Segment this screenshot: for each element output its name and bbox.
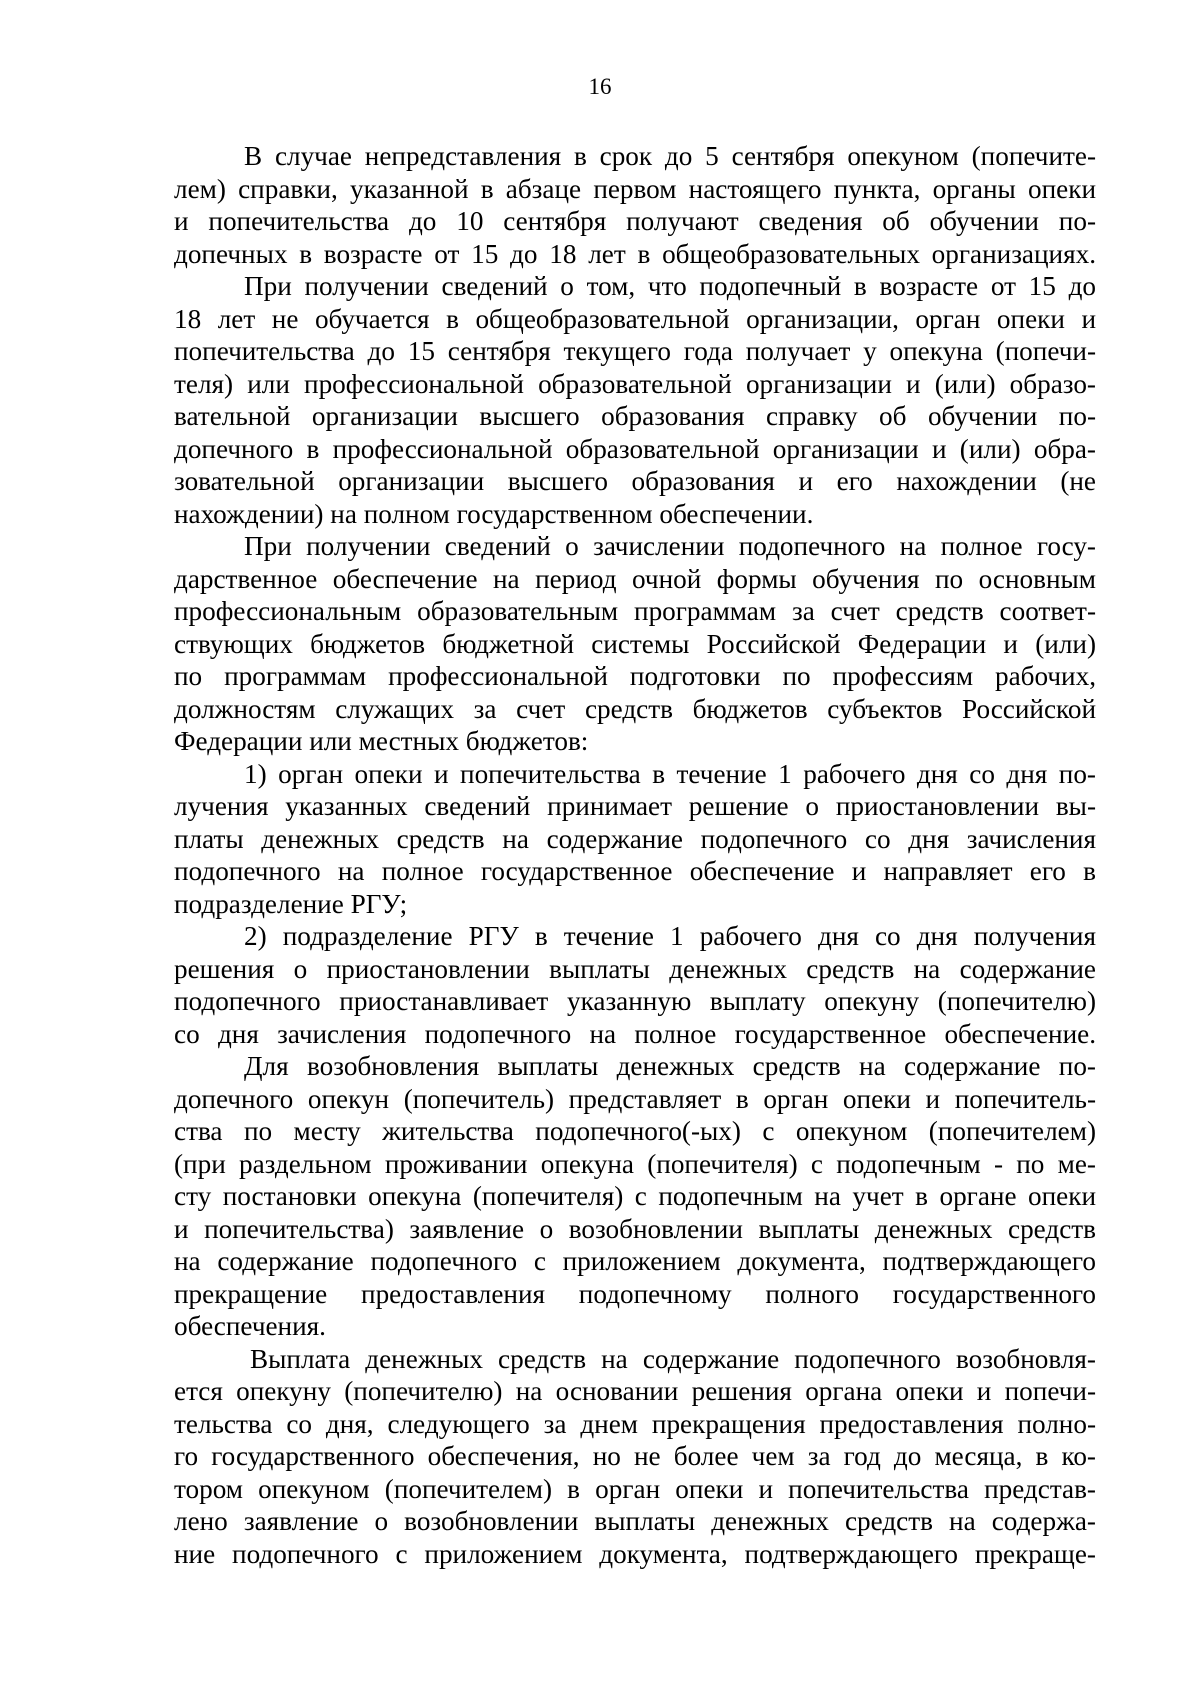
text-line: попечительства до 15 сентября текущего года получает у опекуна (попечи-	[174, 336, 1096, 366]
text-line: 2) подразделение РГУ в течение 1 рабочего дня со дня получения	[244, 921, 1096, 951]
text-line: го государственного обеспечения, но не более чем за год до месяца, в ко-	[174, 1441, 1096, 1471]
text-line: профессиональным образовательным программам за счет средств соответ-	[174, 596, 1096, 626]
text-line: тором опекуном (попечителем) в орган опеки и попечительства представ-	[174, 1473, 1096, 1504]
text-line: лено заявление о возобновлении выплаты денежных средств на содержа-	[174, 1506, 1096, 1536]
text-line: Выплата денежных средств на содержание подопечного возобновля-	[250, 1343, 1096, 1374]
text-line: и попечительства до 10 сентября получают сведения об обучении по-	[174, 206, 1096, 236]
text-line: теля) или профессиональной образовательной организации и (или) образо-	[174, 368, 1096, 399]
text-line: подразделение РГУ;	[174, 888, 408, 919]
text-line: тельства со дня, следующего за днем прекращения предоставления полно-	[174, 1408, 1096, 1439]
text-line: лучения указанных сведений принимает решение о приостановлении вы-	[174, 791, 1096, 821]
text-line: ства по месту жительства подопечного(-ых) с опекуном (попечителем)	[174, 1116, 1096, 1146]
text-line: сту постановки опекуна (попечителя) с подопечным на учет в органе опеки	[174, 1181, 1096, 1211]
paragraph-resumption-application	[174, 1050, 1096, 1343]
text-line: и попечительства) заявление о возобновлении выплаты денежных средств	[174, 1213, 1096, 1244]
text-line: ется опекуну (попечителю) на основании решения органа опеки и попечи-	[174, 1376, 1096, 1406]
text-line: обеспечения.	[174, 1311, 326, 1341]
text-line: подопечного на полное государственное обеспечение и направляет его в	[174, 856, 1096, 886]
text-line: При получении сведений о зачислении подопечного на полное госу-	[244, 531, 1096, 561]
text-line: платы денежных средств на содержание подопечного со дня зачисления	[174, 823, 1096, 854]
text-line: по программам профессиональной подготовки по профессиям рабочих,	[174, 661, 1096, 691]
text-line: Федерации или местных бюджетов:	[174, 726, 589, 756]
page-number: 16	[588, 74, 612, 99]
document-body	[174, 140, 1096, 1570]
text-line: дарственное обеспечение на период очной формы обучения по основным	[174, 563, 1096, 594]
paragraph-not-studying	[174, 270, 1096, 530]
text-line: допечного опекун (попечитель) представляет в орган опеки и попечитель-	[174, 1083, 1096, 1114]
text-line: на содержание подопечного с приложением документа, подтверждающего	[174, 1246, 1096, 1276]
paragraph-payment-resumed	[174, 1343, 1096, 1571]
list-item-1	[174, 758, 1096, 921]
text-line: ствующих бюджетов бюджетной системы Российской Федерации и (или)	[174, 628, 1096, 659]
text-line: нахождении) на полном государственном обеспечении.	[174, 498, 814, 529]
text-line: подопечного приостанавливает указанную выплату опекуну (попечителю)	[174, 986, 1096, 1016]
text-line: В случае непредставления в срок до 5 сентября опекуном (попечите-	[244, 141, 1096, 171]
text-line: зовательной организации высшего образования и его нахождении (не	[174, 466, 1096, 496]
text-line: прекращение предоставления подопечному полного государственного	[174, 1278, 1096, 1309]
text-line: должностям служащих за счет средств бюджетов субъектов Российской	[174, 693, 1096, 724]
paragraph-certificate-deadline	[174, 140, 1096, 270]
text-line: Для возобновления выплаты денежных средств на содержание по-	[244, 1051, 1096, 1081]
text-line: ние подопечного с приложением документа, подтверждающего прекраще-	[174, 1538, 1096, 1569]
text-line: допечного в профессиональной образовательной организации и (или) обра-	[174, 433, 1096, 464]
text-line: допечных в возрасте от 15 до 18 лет в общеобразовательных организациях.	[174, 238, 1096, 269]
list-item-2	[174, 920, 1096, 1050]
text-line: решения о приостановлении выплаты денежных средств на содержание	[174, 953, 1096, 984]
text-line: вательной организации высшего образования справку об обучении по-	[174, 401, 1096, 431]
text-line: лем) справки, указанной в абзаце первом настоящего пункта, органы опеки	[174, 173, 1096, 204]
text-line: При получении сведений о том, что подопечный в возрасте от 15 до	[244, 271, 1096, 301]
text-line: 1) орган опеки и попечительства в течение 1 рабочего дня со дня по-	[244, 758, 1096, 789]
text-line: (при раздельном проживании опекуна (попечителя) с подопечным - по ме-	[174, 1148, 1096, 1179]
text-line: 18 лет не обучается в общеобразовательной организации, орган опеки и	[174, 303, 1096, 334]
paragraph-state-support-enrollment	[174, 530, 1096, 758]
text-line: со дня зачисления подопечного на полное государственное обеспечение.	[174, 1018, 1096, 1049]
